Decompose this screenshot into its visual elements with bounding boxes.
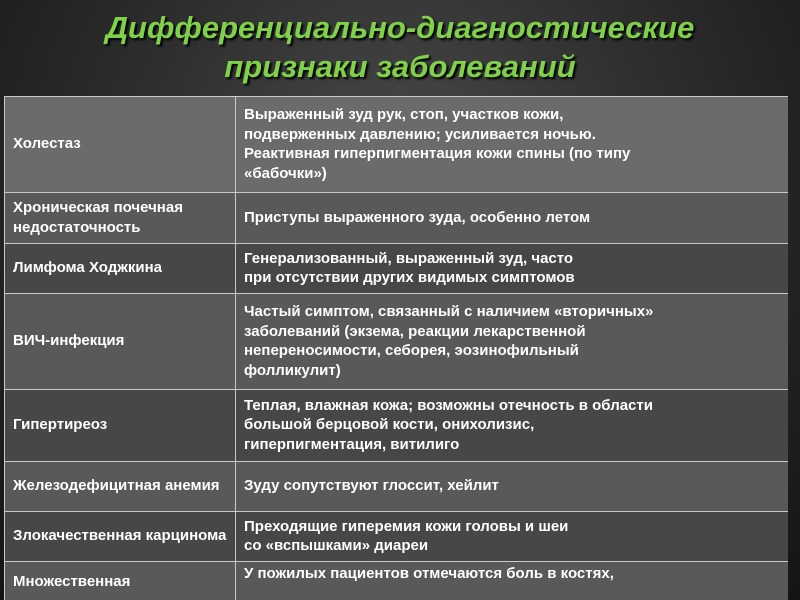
- table-row: [5, 512, 789, 562]
- description-cell: У пожилых пациентов отмечаются боль в костях,: [236, 562, 789, 600]
- description-cell: Теплая, влажная кожа; возможны отечность в области большой берцовой кости, онихолизис, гиперпигментация, витилиго: [236, 390, 789, 462]
- description-cell: Преходящие гиперемия кожи головы и шеи со «вспышками» диареи: [236, 512, 789, 562]
- disease-cell: ВИЧ-инфекция: [5, 294, 236, 390]
- diagnostic-table: [4, 96, 788, 600]
- description-cell: Зуду сопутствуют глоссит, хейлит: [236, 462, 789, 512]
- table-row: [5, 462, 789, 512]
- slide-title-line-1: Дифференциально-диагностические: [105, 10, 695, 45]
- diagnostic-table-container: [4, 96, 788, 600]
- description-cell: Приступы выраженного зуда, особенно летом: [236, 193, 789, 244]
- table-row: [5, 390, 789, 462]
- disease-cell: Злокачественная карцинома: [5, 512, 236, 562]
- slide-title: [0, 8, 800, 86]
- description-cell: Выраженный зуд рук, стоп, участков кожи, подверженных давлению; усиливается ночью. Реактивная гиперпигментация кожи спины (по типу «бабочки»): [236, 97, 789, 193]
- disease-cell: Хроническая почечная недостаточность: [5, 193, 236, 244]
- description-cell: Частый симптом, связанный с наличием «вторичных» заболеваний (экзема, реакции лекарственной непереносимости, себорея, эозинофильный фолликулит): [236, 294, 789, 390]
- table-row: [5, 244, 789, 294]
- table-row: [5, 193, 789, 244]
- disease-cell: Холестаз: [5, 97, 236, 193]
- disease-cell: Множественная: [5, 562, 236, 600]
- slide-title-line-2: признаки заболеваний: [224, 49, 576, 84]
- table-row: [5, 562, 789, 600]
- table-row: [5, 294, 789, 390]
- disease-cell: Гипертиреоз: [5, 390, 236, 462]
- description-cell: Генерализованный, выраженный зуд, часто при отсутствии других видимых симптомов: [236, 244, 789, 294]
- table-row: [5, 97, 789, 193]
- disease-cell: Лимфома Ходжкина: [5, 244, 236, 294]
- disease-cell: Железодефицитная анемия: [5, 462, 236, 512]
